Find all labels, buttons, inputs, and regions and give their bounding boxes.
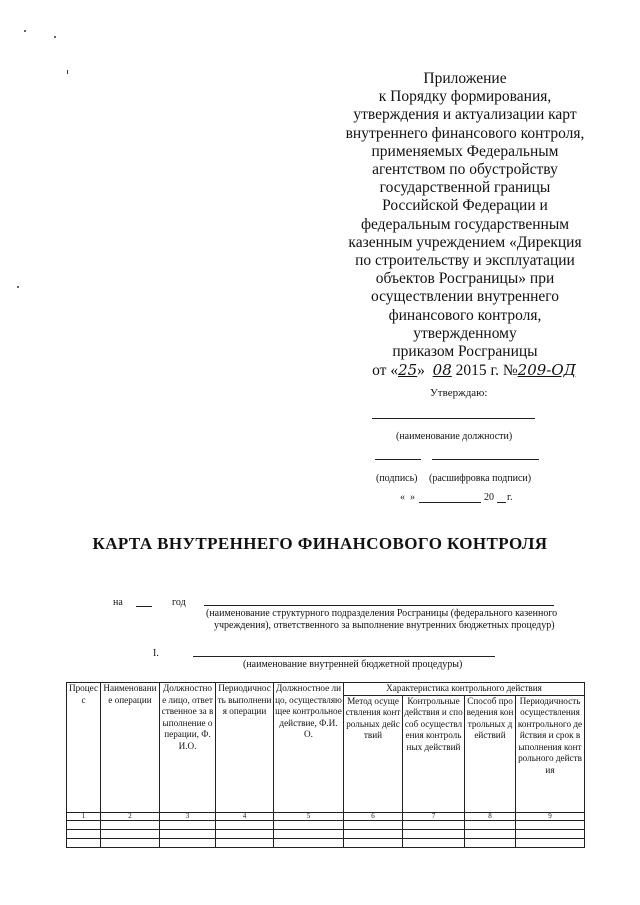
approve-label: Утверждаю: (430, 387, 488, 399)
approve-date-close: » (410, 492, 415, 503)
appendix-line: утвержденному (413, 324, 517, 342)
column-number: 2 (101, 812, 160, 820)
section-number: I. (153, 648, 159, 659)
unit-caption-2: учреждения), ответственного за выполнение внутренних бюджетных процедур) (214, 620, 555, 631)
column-number: 6 (344, 812, 403, 820)
col-header-frequency: Периодичность выполнения операции (216, 683, 274, 813)
appendix-line: федеральным государственным (360, 215, 570, 233)
table-row (67, 820, 585, 829)
scan-speck (24, 30, 26, 32)
handwritten-day: 25 (398, 361, 418, 380)
col-header-process: Процесс (67, 683, 101, 813)
scan-speck (54, 36, 56, 38)
approve-year-line (497, 502, 506, 503)
column-number: 7 (403, 812, 465, 820)
position-caption: (наименование должности) (396, 431, 513, 442)
col-header-responsible: Должностное лицо, ответственное за выполнение операции, Ф.И.О. (160, 683, 216, 813)
column-number: 9 (516, 812, 585, 820)
procedure-name-line (193, 656, 495, 657)
unit-name-line (204, 605, 554, 606)
appendix-line: утверждения и актуализации карт (353, 106, 577, 124)
unit-caption-1: (наименование структурного подразделения Росграницы (федерального казенного (206, 608, 558, 619)
approve-date-month-line (419, 502, 481, 503)
position-line (372, 418, 535, 419)
appendix-line: применяемых Федеральным (371, 142, 559, 160)
appendix-line: казенным учреждением «Дирекция (348, 233, 582, 251)
signature-line (375, 459, 421, 460)
for-year-line (136, 606, 152, 607)
order-date-line (330, 361, 600, 380)
column-number: 1 (67, 812, 101, 820)
appendix-line: приказом Росграницы (392, 343, 538, 361)
appendix-line: государственной границы (379, 179, 551, 197)
table-row (67, 829, 585, 838)
appendix-line: Приложение (423, 70, 507, 87)
for-year-prefix: на (113, 597, 123, 608)
column-number: 4 (216, 812, 274, 820)
appendix-line: к Порядку формирования, (378, 88, 552, 106)
handwritten-month: 08 (432, 361, 452, 380)
appendix-line: объектов Росграницы» при (375, 270, 555, 288)
group-header-control: Характеристика контрольного действия (344, 683, 585, 696)
date-mid: » (417, 362, 425, 380)
for-year-suffix: год (172, 597, 186, 608)
control-card-table (66, 682, 585, 848)
column-number: 3 (160, 812, 216, 820)
scan-speck (17, 286, 19, 288)
appendix-line: по строительству и эксплуатации (355, 252, 575, 270)
approve-year-prefix: 20 (484, 492, 494, 503)
handwritten-order-number: 209-ОД (517, 361, 576, 380)
column-numbers-row (67, 812, 585, 820)
scan-speck (67, 70, 68, 74)
document-title: КАРТА ВНУТРЕННЕГО ФИНАНСОВОГО КОНТРОЛЯ (92, 534, 548, 553)
procedure-caption: (наименование внутренней бюджетной процедуры) (243, 659, 463, 670)
appendix-line: финансового контроля, (388, 306, 542, 324)
col-header-method: Метод осуществления контрольных действий (344, 695, 403, 812)
appendix-line: Российской Федерации и (382, 197, 548, 215)
col-header-period: Периодичность осуществления контрольного действия и срок выполнения контрольного действия (516, 695, 585, 812)
col-header-operation: Наименование операции (101, 683, 160, 813)
appendix-line: внутреннего финансового контроля, (345, 124, 585, 142)
decoding-line (432, 459, 539, 460)
approve-date-open: « (400, 492, 405, 503)
column-number: 8 (465, 812, 516, 820)
col-header-controller: Должностное лицо, осуществляющее контрольное действие, Ф.И.О. (274, 683, 344, 813)
date-prefix: от « (372, 362, 399, 380)
appendix-block (330, 70, 600, 380)
table-row (67, 838, 585, 847)
appendix-line: осуществлении внутреннего (370, 288, 560, 306)
column-number: 5 (274, 812, 344, 820)
approve-year-suffix: г. (507, 492, 513, 503)
appendix-line: агентством по обустройству (372, 161, 558, 179)
col-header-way: Способ проведения контрольных действий (465, 695, 516, 812)
date-year: 2015 г. № (455, 362, 518, 380)
decoding-caption: (расшифровка подписи) (429, 473, 532, 484)
signature-caption: (подпись) (376, 473, 418, 484)
col-header-actions: Контрольные действия и способ осуществления контрольных действий (403, 695, 465, 812)
header-row (67, 683, 585, 696)
